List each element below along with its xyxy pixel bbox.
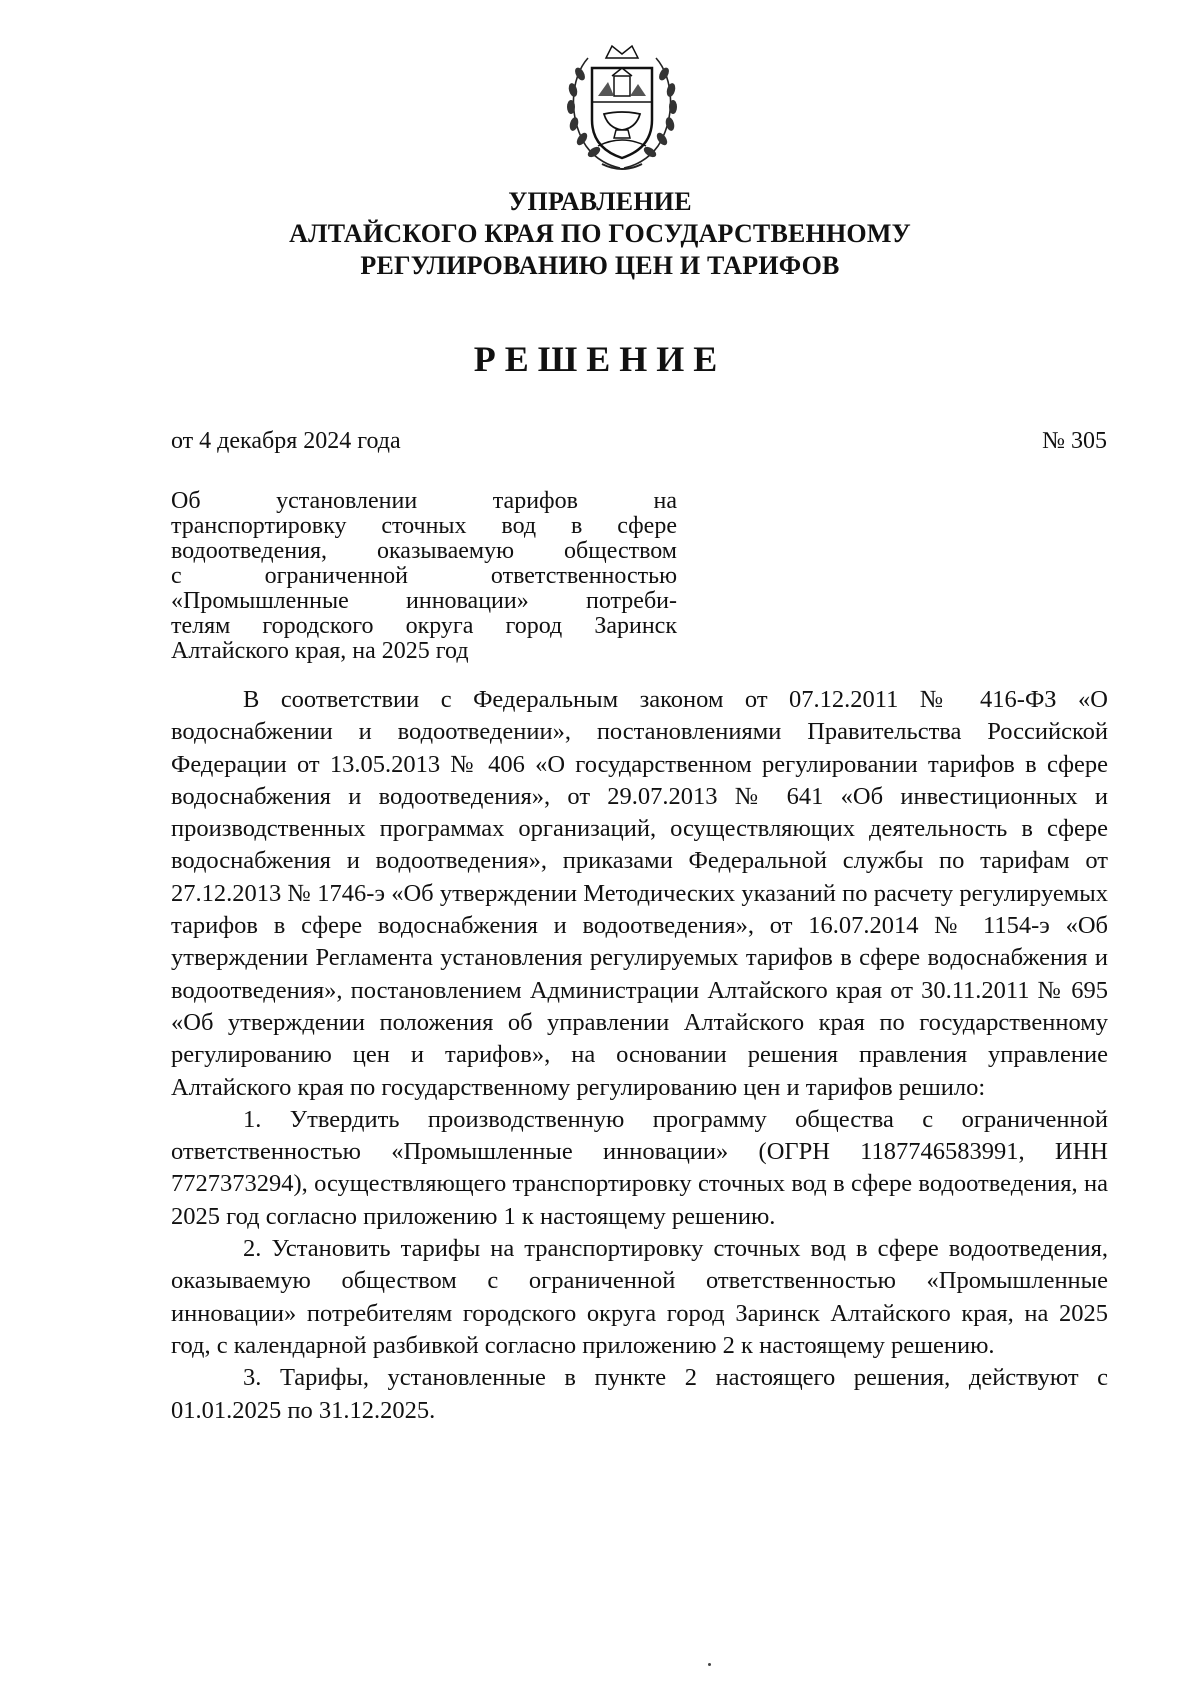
- subject-line: водоотведения, оказываемую обществом: [171, 538, 677, 564]
- document-number: № 305: [1042, 428, 1107, 454]
- subject-line: «Промышленные инновации» потреби-: [171, 588, 677, 614]
- decision-item-3: 3. Тарифы, установленные в пункте 2 настоящего решения, действуют с 01.01.2025 по 31.12.2025.: [171, 1364, 1108, 1424]
- subject-line: Алтайского края, на 2025 год: [171, 638, 469, 664]
- header-line-2: АЛТАЙСКОГО КРАЯ ПО ГОСУДАРСТВЕННОМУ: [289, 219, 911, 248]
- decision-item-2: 2. Установить тарифы на транспортировку сточных вод в сфере водоотведения, оказываемую обществом с ограниченной ответственностью «Промышленные инновации» потребителям городского округа город Заринск Алтайского края, на 2025 год, с календарной разбивкой согласно приложению 2 к настоящему решению.: [171, 1235, 1108, 1359]
- subject-line: транспортировку сточных вод в сфере: [171, 513, 677, 539]
- document-subject: [171, 489, 677, 664]
- header-line-1: УПРАВЛЕНИЕ: [508, 187, 692, 216]
- issuing-authority-header: [200, 186, 1000, 282]
- header-line-3: РЕГУЛИРОВАНИЮ ЦЕН И ТАРИФОВ: [360, 251, 840, 280]
- altai-krai-coat-of-arms-icon: [558, 38, 686, 174]
- preamble-paragraph: В соответствии с Федеральным законом от 07.12.2011 № 416-ФЗ «О водоснабжении и водоотведении», постановлениями Правительства Российской Федерации от 13.05.2013 № 406 «О государственном регулировании тарифов в сфере водоснабжения и водоотведения», от 29.07.2013 № 641 «Об инвестиционных и производственных программах организаций, осуществляющих деятельность в сфере водоснабжения и водоотведения», приказами Федеральной службы по тарифам от 27.12.2013 № 1746-э «Об утверждении Методических указаний по расчету регулируемых тарифов в сфере водоснабжения и водоотведения», от 16.07.2014 № 1154-э «Об утверждении Регламента установления регулируемых тарифов в сфере водоснабжения и водоотведения», постановлением Администрации Алтайского края от 30.11.2011 № 695 «Об утверждении положения об управлении Алтайского края по государственному регулированию цен и тарифов», на основании решения правления управление Алтайского края по государственному регулированию цен и тарифов решило:: [171, 686, 1108, 1101]
- subject-line: с ограниченной ответственностью: [171, 563, 677, 589]
- document-date: от 4 декабря 2024 года: [171, 428, 401, 454]
- decision-item-1: 1. Утвердить производственную программу общества с ограниченной ответственностью «Промышленные инновации» (ОГРН 1187746583991, ИНН 7727373294), осуществляющего транспортировку сточных вод в сфере водоотведения, на 2025 год согласно приложению 1 к настоящему решению.: [171, 1105, 1108, 1230]
- subject-line: Об установлении тарифов на: [171, 488, 677, 514]
- scan-speck: [708, 1663, 711, 1666]
- document-body: [171, 684, 1108, 1427]
- subject-line: телям городского округа город Заринск: [171, 613, 677, 639]
- document-title: РЕШЕНИЕ: [473, 339, 727, 379]
